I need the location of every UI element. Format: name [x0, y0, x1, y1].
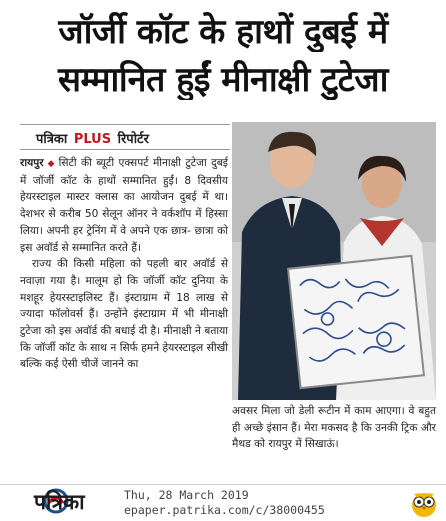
- byline-plus: PLUS: [73, 132, 112, 147]
- award-photo-illustration: [232, 122, 436, 400]
- footer-url[interactable]: epaper.patrika.com/c/38000455: [124, 503, 325, 517]
- byline-top-rule: [20, 124, 230, 125]
- article-column: [20, 155, 228, 373]
- headline-line-1: जॉर्जी कॉट के हाथों दुबई में: [58, 12, 388, 52]
- footer-date: Thu, 28 March 2019: [124, 488, 249, 502]
- award-photo: [232, 122, 436, 400]
- article-paragraph-3: अवसर मिला जो डेली रूटीन में काम आएगा। वे बहुत ही अच्छे इंसान हैं। मेरा मकसद है कि उनकी ट्रिक और मैथड को रायपुर में सिखाऊं।: [232, 405, 436, 451]
- article-continuation: [232, 403, 436, 453]
- article-paragraph-1: [20, 155, 228, 256]
- owl-icon: [410, 488, 438, 518]
- footer-rule: [0, 484, 446, 485]
- byline-role: रिपोर्टर: [117, 132, 149, 147]
- byline-bottom-rule: [20, 149, 230, 150]
- byline: [36, 129, 149, 147]
- footer-brand: पत्रिका: [34, 490, 85, 514]
- article-paragraph-2: राज्य की किसी महिला को पहली बार अवॉर्ड से नवाज़ा गया है। मालूम हो कि जॉर्जी कॉट दुनिया के मशहूर हेयरस्टाइलिस्ट हैं। इंस्टाग्राम में 18 लाख से ज्यादा फॉलोवर्स हैं। उन्होंने इंस्टाग्राम में भी मीनाक्षी टुटेजा को इस अवॉर्ड की बधाई दी है। मीनाक्षी ने बताया कि जॉर्जी कॉट के साथ न सिर्फ हमने हेयरस्टाइल सीखी बल्कि कई ऐसी चीजें जानने का: [20, 258, 228, 371]
- headline-line-2: सम्मानित हुईं मीनाक्षी टुटेजा: [58, 60, 388, 100]
- diamond-icon: ◆: [46, 159, 56, 169]
- dateline: रायपुर: [20, 157, 44, 169]
- byline-publisher: पत्रिका: [36, 132, 68, 147]
- article-paragraph-1-text: सिटी की ब्यूटी एक्सपर्ट मीनाक्षी टुटेजा दुबई में जॉर्जी कॉट के हाथों सम्मानित हुईं। 8 दिवसीय हेयरस्टाइल मास्टर क्लास का आयोजन दुबई में था। देशभर से करीब 50 सेलून ऑनर ने वर्कशॉप में हिस्सा लिया। अपनी हर ट्रेनिंग में वे अपने एक छात्र- छात्रा को इस अवॉर्ड से सम्मानित करते हैं।: [20, 157, 228, 254]
